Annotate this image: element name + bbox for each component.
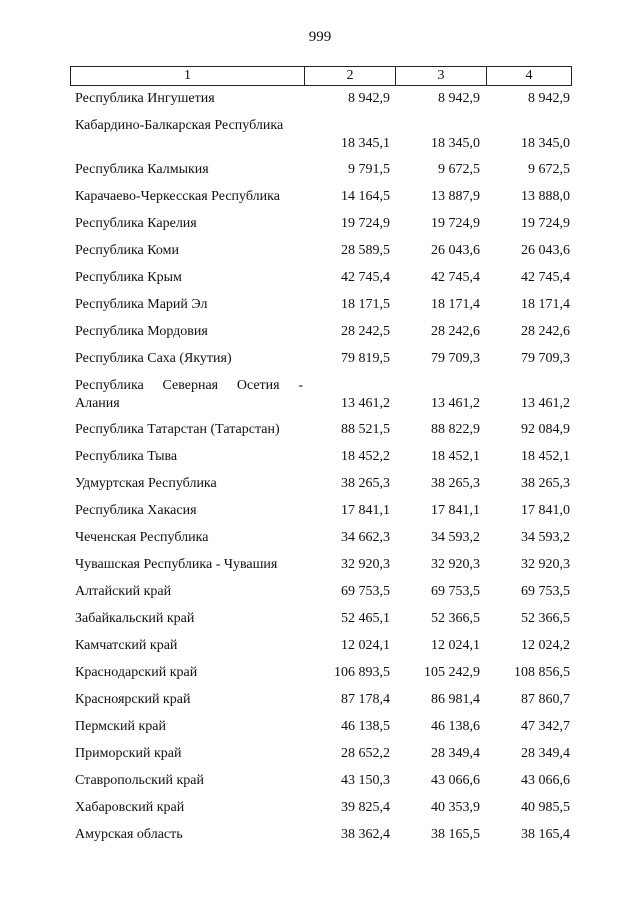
region-name: Республика Калмыкия	[75, 162, 209, 177]
table-row	[0, 554, 640, 581]
value-col-4: 47 342,7	[521, 719, 570, 734]
value-col-3: 8 942,9	[438, 91, 480, 106]
region-name: Республика Тыва	[75, 449, 178, 464]
value-col-2: 18 171,5	[341, 297, 390, 312]
value-col-4: 19 724,9	[521, 216, 570, 231]
value-col-4: 69 753,5	[521, 584, 570, 599]
region-name: Удмуртская Республика	[75, 476, 217, 491]
region-name: Кабардино-Балкарская Республика	[75, 118, 284, 133]
value-col-2: 17 841,1	[341, 503, 390, 518]
table-row	[0, 716, 640, 743]
table-row	[0, 662, 640, 689]
value-col-3: 9 672,5	[438, 162, 480, 177]
table-row	[0, 321, 640, 348]
value-col-2: 12 024,1	[341, 638, 390, 653]
table-row	[0, 159, 640, 186]
page-number: 999	[308, 29, 332, 45]
value-col-2: 38 362,4	[341, 827, 390, 842]
region-name: Алтайский край	[75, 584, 172, 599]
value-col-4: 42 745,4	[521, 270, 570, 285]
table-header	[70, 66, 572, 86]
value-col-3: 52 366,5	[431, 611, 480, 626]
value-col-2: 69 753,5	[341, 584, 390, 599]
value-col-2: 14 164,5	[341, 189, 390, 204]
table-row	[0, 473, 640, 500]
region-name: Чеченская Республика	[75, 530, 209, 545]
value-col-4: 28 242,6	[521, 324, 570, 339]
table-row	[0, 186, 640, 213]
region-name: Красноярский край	[75, 692, 191, 707]
table-row	[0, 689, 640, 716]
value-col-4: 18 345,0	[521, 136, 570, 151]
table-row	[0, 348, 640, 375]
region-name: Республика Татарстан (Татарстан)	[75, 422, 280, 437]
value-col-3: 38 165,5	[431, 827, 480, 842]
value-col-4: 38 265,3	[521, 476, 570, 491]
value-col-3: 46 138,6	[431, 719, 480, 734]
region-name: Республика Северная Осетия - Алания	[75, 378, 303, 411]
value-col-2: 32 920,3	[341, 557, 390, 572]
region-name: Камчатский край	[75, 638, 178, 653]
value-col-3: 13 887,9	[431, 189, 480, 204]
value-col-2: 28 589,5	[341, 243, 390, 258]
value-col-3: 38 265,3	[431, 476, 480, 491]
value-col-4: 52 366,5	[521, 611, 570, 626]
value-col-4: 79 709,3	[521, 351, 570, 366]
value-col-2: 46 138,5	[341, 719, 390, 734]
table-row	[0, 743, 640, 770]
table-row	[0, 581, 640, 608]
value-col-2: 79 819,5	[341, 351, 390, 366]
value-col-3: 12 024,1	[431, 638, 480, 653]
value-col-3: 18 345,0	[431, 136, 480, 151]
value-col-4: 26 043,6	[521, 243, 570, 258]
value-col-3: 88 822,9	[431, 422, 480, 437]
value-col-4: 8 942,9	[528, 91, 570, 106]
value-col-2: 87 178,4	[341, 692, 390, 707]
value-col-4: 18 171,4	[521, 297, 570, 312]
table-row	[0, 770, 640, 797]
value-col-4: 9 672,5	[528, 162, 570, 177]
value-col-4: 13 461,2	[521, 396, 570, 411]
table-row	[0, 240, 640, 267]
table-row	[0, 824, 640, 851]
region-name: Ставропольский край	[75, 773, 204, 788]
value-col-2: 43 150,3	[341, 773, 390, 788]
region-name: Хабаровский край	[75, 800, 185, 815]
table-row	[0, 375, 640, 419]
value-col-4: 87 860,7	[521, 692, 570, 707]
value-col-3: 18 452,1	[431, 449, 480, 464]
value-col-4: 32 920,3	[521, 557, 570, 572]
region-name: Амурская область	[75, 827, 183, 842]
value-col-2: 18 452,2	[341, 449, 390, 464]
value-col-4: 28 349,4	[521, 746, 570, 761]
header-col-3: 3	[395, 67, 486, 85]
value-col-3: 42 745,4	[431, 270, 480, 285]
value-col-3: 19 724,9	[431, 216, 480, 231]
value-col-2: 28 652,2	[341, 746, 390, 761]
region-name: Республика Ингушетия	[75, 91, 215, 106]
region-name: Республика Карелия	[75, 216, 197, 231]
value-col-2: 106 893,5	[334, 665, 390, 680]
value-col-2: 8 942,9	[348, 91, 390, 106]
value-col-4: 92 084,9	[521, 422, 570, 437]
region-name: Забайкальский край	[75, 611, 195, 626]
table-row	[0, 527, 640, 554]
value-col-2: 52 465,1	[341, 611, 390, 626]
value-col-2: 18 345,1	[341, 136, 390, 151]
value-col-4: 43 066,6	[521, 773, 570, 788]
value-col-3: 28 242,6	[431, 324, 480, 339]
value-col-4: 13 888,0	[521, 189, 570, 204]
value-col-4: 34 593,2	[521, 530, 570, 545]
value-col-3: 26 043,6	[431, 243, 480, 258]
table-row	[0, 635, 640, 662]
region-name: Приморский край	[75, 746, 182, 761]
region-name: Республика Хакасия	[75, 503, 197, 518]
value-col-4: 17 841,0	[521, 503, 570, 518]
value-col-3: 79 709,3	[431, 351, 480, 366]
value-col-2: 42 745,4	[341, 270, 390, 285]
value-col-3: 32 920,3	[431, 557, 480, 572]
value-col-3: 86 981,4	[431, 692, 480, 707]
value-col-3: 13 461,2	[431, 396, 480, 411]
value-col-4: 108 856,5	[514, 665, 570, 680]
value-col-3: 17 841,1	[431, 503, 480, 518]
value-col-2: 9 791,5	[348, 162, 390, 177]
region-name: Республика Крым	[75, 270, 182, 285]
value-col-3: 18 171,4	[431, 297, 480, 312]
value-col-4: 40 985,5	[521, 800, 570, 815]
region-name: Республика Мордовия	[75, 324, 208, 339]
value-col-2: 28 242,5	[341, 324, 390, 339]
value-col-4: 38 165,4	[521, 827, 570, 842]
value-col-3: 28 349,4	[431, 746, 480, 761]
region-name: Краснодарский край	[75, 665, 198, 680]
value-col-2: 34 662,3	[341, 530, 390, 545]
header-col-4: 4	[486, 67, 571, 85]
table-row	[0, 500, 640, 527]
table-row	[0, 267, 640, 294]
value-col-2: 19 724,9	[341, 216, 390, 231]
table-row	[0, 115, 640, 159]
table-row	[0, 446, 640, 473]
table-row	[0, 797, 640, 824]
table-row	[0, 294, 640, 321]
region-name: Республика Саха (Якутия)	[75, 351, 232, 366]
value-col-2: 88 521,5	[341, 422, 390, 437]
region-name: Республика Марий Эл	[75, 297, 208, 312]
region-name: Карачаево-Черкесская Республика	[75, 189, 280, 204]
region-name: Республика Коми	[75, 243, 179, 258]
header-col-1: 1	[184, 68, 191, 83]
header-col-2: 2	[304, 67, 395, 85]
value-col-4: 18 452,1	[521, 449, 570, 464]
table-row	[0, 419, 640, 446]
region-name: Чувашская Республика - Чувашия	[75, 557, 278, 572]
table-row	[0, 608, 640, 635]
value-col-2: 38 265,3	[341, 476, 390, 491]
value-col-2: 39 825,4	[341, 800, 390, 815]
region-name: Пермский край	[75, 719, 166, 734]
value-col-3: 34 593,2	[431, 530, 480, 545]
value-col-3: 105 242,9	[424, 665, 480, 680]
value-col-4: 12 024,2	[521, 638, 570, 653]
value-col-3: 69 753,5	[431, 584, 480, 599]
value-col-2: 13 461,2	[341, 396, 390, 411]
value-col-3: 40 353,9	[431, 800, 480, 815]
table-row	[0, 213, 640, 240]
value-col-3: 43 066,6	[431, 773, 480, 788]
table-row	[0, 88, 640, 115]
